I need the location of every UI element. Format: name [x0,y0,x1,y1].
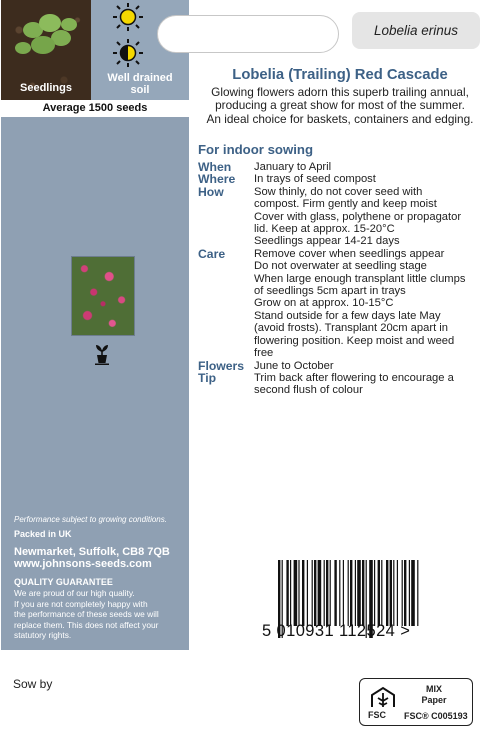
guarantee-line: the performance of these seeds we will [14,609,159,620]
barcode-bar [355,560,356,626]
barcode-bar [339,560,340,626]
barcode-bar [298,560,299,626]
instruction-text [254,372,488,397]
instruction-line: January to April [254,161,332,173]
instruction-label: Flowers [198,358,245,373]
instruction-line: June to October [254,359,334,372]
fsc-logo-text: FSC [368,710,386,720]
guarantee-line: replace them. This does not affect your [14,619,159,630]
instruction-line: Cover with glass, polythene or propagator [254,210,462,223]
fsc-mix: MIX [425,684,442,694]
instruction-line: compost. Firm gently and keep moist [254,198,437,211]
barcode-digits: 5 010931 112524 > [262,622,411,640]
performance-note: Performance subject to growing conditions. [14,515,167,524]
soil-label-line: soil [130,84,150,96]
barcode-bar [390,560,392,626]
sun-icon [111,2,145,32]
company-address: Newmarket, Suffolk, CB8 7QB [14,546,170,558]
barcode-bar [324,560,325,626]
description-line: An ideal choice for baskets, containers and edging. [206,111,474,126]
barcode-bar [393,560,394,626]
barcode-bar [350,560,352,626]
instruction-label: Where [198,172,236,187]
instruction-line: When large enough transplant little clumps [254,272,466,285]
sow-by-label: Sow by [13,677,53,691]
seedlings-label: Seedlings [20,82,72,94]
seedling-leaf [31,36,55,54]
barcode-bar [343,560,344,626]
instruction-line: (avoid frosts). Transplant 20cm apart in [254,322,448,335]
fsc-paper: Paper [421,695,447,705]
barcode-bar [348,560,349,626]
partial-shade-icon [111,38,145,68]
barcode-bar [312,560,313,626]
fsc-badge [359,678,473,726]
barcode-bar [294,560,298,626]
description-line: Glowing flowers adorn this superb trailing annual, [211,85,469,99]
barcode-bar [357,560,361,626]
barcode-bar [381,560,382,626]
instruction-line: In trays of seed compost [254,173,376,186]
barcode-bar [409,560,410,626]
barcode-bar [386,560,388,626]
product-title: Lobelia (Trailing) Red Cascade [232,67,448,83]
fsc-mix-label [402,684,466,706]
instruction-text [254,186,488,248]
barcode-bar [402,560,403,626]
fsc-code: FSC® C005193 [404,711,468,721]
barcode-bar [307,560,308,626]
barcode-bar [314,560,316,626]
instruction-row-care [198,248,488,360]
instruction-line: Sow thinly, do not cover seed with [254,185,423,198]
instruction-line: Stand outside for a few days late May [254,309,441,322]
instruction-text [254,161,488,173]
guarantee-line: We are proud of our high quality. [14,588,135,598]
product-description [196,86,484,126]
instruction-row-tip [198,372,488,397]
instruction-row-flowers [198,360,488,372]
instruction-line: Trim back after flowering to encourage a [254,371,454,384]
seedling-leaf [61,18,77,31]
packed-in: Packed in UK [14,529,72,539]
barcode-bar [397,560,398,626]
fsc-tree-icon [368,685,398,711]
seedling-leaf [15,42,31,54]
instruction-line: Do not overwater at seedling stage [254,260,427,273]
soil-label [91,72,189,96]
instruction-row-where [198,173,488,185]
guarantee-title: QUALITY GUARANTEE [14,577,113,587]
latin-name: Lobelia erinus [352,12,480,49]
barcode-bar [362,560,364,626]
instruction-line: Seedlings appear 14-21 days [254,235,400,248]
guarantee-line: If you are not completely happy with [14,598,148,609]
barcode-bar [404,560,406,626]
indoor-pot-icon [94,343,110,365]
barcode-bar [330,560,331,626]
barcode-bar [378,560,380,626]
barcode-bar [411,560,415,626]
barcode-bar [286,560,288,626]
barcode-bar [302,560,304,626]
instruction-text [254,360,488,372]
instruction-line: flowering position. Keep moist and weed [254,334,455,347]
instruction-line: Remove cover when seedlings appear [254,247,445,260]
instruction-row-when [198,161,488,173]
guarantee-line: statutory rights. [14,630,72,641]
guarantee-text [14,588,159,641]
lobelia-flower-photo [71,256,135,336]
barcode-bar [374,560,375,626]
barcode-bar [326,560,328,626]
soil-label-line: Well drained [107,72,173,84]
description-line: producing a great show for most of the summer. [215,98,465,113]
instruction-text [254,248,488,360]
instruction-line: lid. Keep at approx. 15-20°C [254,223,395,236]
instruction-line: free [254,347,274,360]
sowing-heading: For indoor sowing [198,142,314,157]
instruction-line: of seedlings 5cm apart in trays [254,285,406,298]
sowing-instructions [198,161,488,397]
barcode-bar [334,560,336,626]
seedlings-photo [1,0,91,100]
average-seeds: Average 1500 seeds [1,100,189,117]
barcode-bar [318,560,322,626]
instruction-text [254,173,488,185]
instruction-label: When [198,160,232,174]
instruction-label: How [198,184,224,199]
instruction-label: Care [198,246,226,261]
barcode-bar [290,560,291,626]
company-website: www.johnsons-seeds.com [14,558,152,570]
instruction-line: second flush of colour [254,384,363,397]
barcode-bar [417,560,418,626]
instruction-line: Grow on at approx. 10-15°C [254,297,394,310]
instruction-label: Tip [198,370,217,385]
instruction-row-how [198,186,488,248]
blank-label-area [157,15,339,53]
